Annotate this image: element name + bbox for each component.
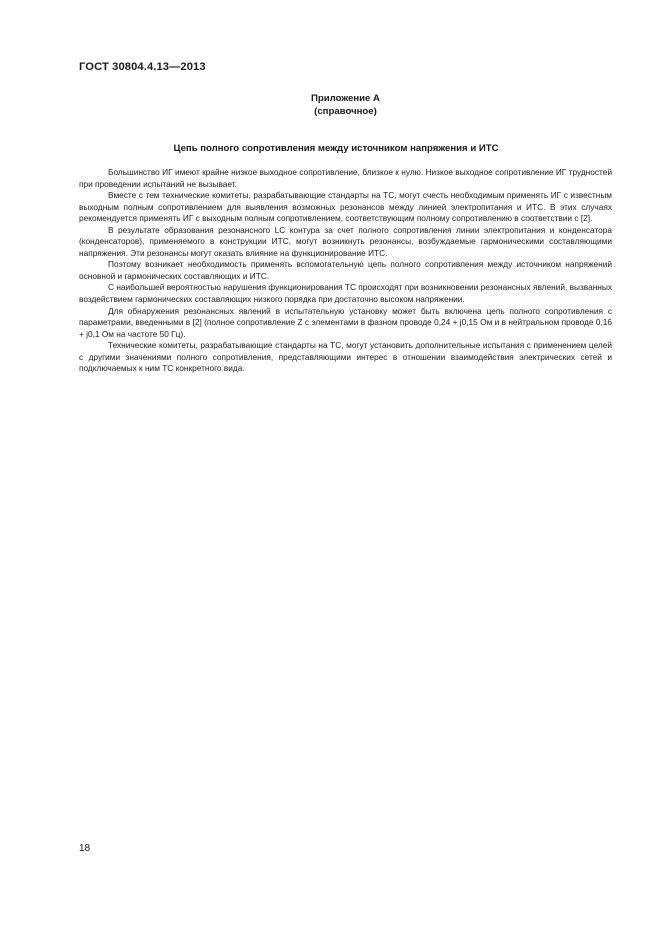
document-body: [79, 167, 612, 375]
paragraph: В результате образования резонансного LC контура за счет полного сопротивления линии электропитания и конденсатора (конденсаторов), применяемого в конструкции ИТС, могут возникнуть резонансы, возбуждаемые гармоническими составляющими напряжения. Эти резонансы могут оказать влияние на функционирование ИТС.: [79, 224, 612, 258]
annex-subtitle: (справочное): [314, 106, 377, 117]
annex-heading: [0, 92, 661, 118]
paragraph: Вместе с тем технические комитеты, разрабатывающие стандарты на ТС, могут счесть необходимым применять ИГ с известным выходным полным сопротивлением для выявления возможных резонансов между линией электропитания и ИТС. В этих случаях рекомендуется применять ИГ с выходным полным сопротивлением, соответствующим полному сопротивлению в соответствии с [2].: [79, 190, 612, 224]
paragraph: Большинство ИГ имеют крайне низкое выходное сопротивление, близкое к нулю. Низкое выходное сопротивление ИГ трудностей при проведении испытаний не вызывает.: [79, 167, 612, 189]
paragraph: Технические комитеты, разрабатывающие стандарты на ТС, могут установить дополнительные испытания с применением целей с другими значениями полного сопротивления, представляющими интерес в отношении взаимодействия электрических сетей и подключаемых к ним ТС конкретного вида.: [79, 340, 612, 374]
paragraph: Для обнаружения резонансных явлений в испытательную установку может быть включена цепь полного сопротивления с параметрами, введенными в [2] (полное сопротивление Z с элементами в фазном проводе 0,24 + j0,15 Ом и в нейтральном проводе 0,16 + j0,1 Ом на частоте 50 Гц).: [79, 305, 612, 339]
section-title: Цепь полного сопротивления между источником напряжения и ИТС: [173, 143, 499, 154]
paragraph: Поэтому возникает необходимость применять вспомогательную цепь полного сопротивления между источником напряжений основной и гармонических составляющих и ИТС.: [79, 259, 612, 281]
paragraph: С наибольшей вероятностью нарушения функционирования ТС происходят при возникновении резонансных явлений, вызванных воздействием гармонических составляющих низкого порядка при достаточно высоком напряжении.: [79, 282, 612, 305]
document-header: ГОСТ 30804.4.13—2013: [79, 61, 206, 73]
page-number: 18: [79, 843, 91, 854]
annex-title: Приложение А: [311, 93, 380, 104]
